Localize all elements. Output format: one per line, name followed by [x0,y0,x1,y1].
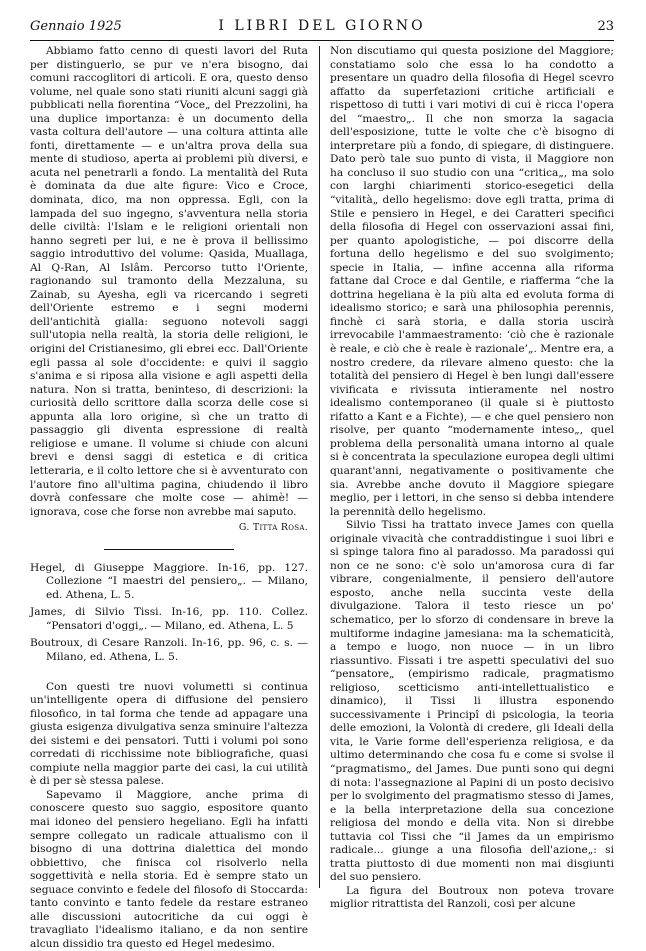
paragraph: La figura del Boutroux non poteva trovare miglior ritrattista del Ranzoli, così per alcune [330,884,614,911]
author-signature: G. Titta Rosa. [238,522,308,534]
journal-title: I LIBRI DEL GIORNO [218,18,426,34]
column-divider [319,46,320,888]
bibliographic-entry: Boutroux, di Cesare Ranzoli. In-16, pp. 96, c. s. — Milano, ed. Athena, L. 5. [30,637,308,663]
section-divider [104,549,234,550]
paragraph: Non discutiamo qui questa posizione del Maggiore; constatiamo solo che essa lo ha condotto a presentare un quadro della filosofia di Hegel scevro affatto da superfetazioni critiche artificiali e rispettoso di tutti i vari motivi di cui è ricca l'opera del “maestro„. Il che non smorza la sagacia dell'esposizione, tutte le volte che c'è bisogno di interpretare più a fondo, di spiegare, di distinguere. Dato però tale suo punto di vista, il Maggiore non ha concluso il suo studio con una “critica„, ma solo con larghi chiarimenti storico-esegetici della “vitalità„ dello hegelismo: dove egli tratta, prima di Stile e pensiero in Hegel, e dei Caratteri specifici della filosofia di Hegel con osservazioni assai fini, per quanto apologistiche, — poi discorre della fortuna dello hegelismo e del suo svolgimento; specie in Italia, — infine accenna alla riforma fattane dal Croce e dal Gentile, e riafferma “che la dottrina hegeliana è la più alta ed evoluta forma di idealismo storico; e sarà una philosophia perennis, finchè ci sarà storia, e dalla storia uscirà irrevocabile l'ammaestramento: ‘ciò che è razionale è reale, e ciò che è reale è razionale’„. Mentre era, a nostro credere, da rilevare almeno questo: che la totalità del pensiero di Hegel è ben lungi dall'essere vivificata e rivissuta intieramente nel nostro idealismo contemporaneo (il quale si è piuttosto rifatto a Kant e a Fichte), — e che quel pensiero non risolve, per quanto “modernamente inteso„, quel problema della personalità umana intorno al quale si è concentrata la speculazione europea degli ultimi quarant'anni, negativamente o positivamente che sia. Avrebbe anche dovuto il Maggiore spiegare meglio, per i lettori, in che senso si debba intendere la perennità dello hegelismo. [330,45,614,518]
paragraph: Silvio Tissi ha trattato invece James con quella originale vivacità che contraddistingue i suoi libri e si spinge talora fino al paradosso. Ma paradossi qui non ce ne sono: c'è solo un'amorosa cura di far vibrare, congenialmente, il pensiero dell'autore esposto, anche nella succinta veste della divulgazione. Talora il testo riesce un po' schematico, per lo sforzo di condensare in breve la multiforme indagine jamesiana: ma la schematicità, a tempo e luogo, non nuoce — in un libro riassuntivo. Fissati i tre aspetti speculativi del suo “pensatore„ (empirismo radicale, pragmatismo religioso, scetticismo anti-intellettualistico e dinamico), il Tissi li illustra esponendo successivamente i Principî di psicologia, la teoria delle emozioni, la Volontà di credere, gli Ideali della vita, le Varie forme dell'esperienza religiosa, e da ultimo determinando che cosa fu e come si svolse il “pragmatismo„ del James. Due punti sono qui degni di nota: l'assegnazione al Papini di un posto decisivo per lo svolgimento del pragmatismo stesso di James, e la bella interpretazione della sua concezione religiosa del mondo e della vita. Non si direbbe tuttavia col Tissi che “il James da un empirismo radicale... giunge a una filosofia dell'azione„: si tratta piuttosto di due momenti non mai disgiunti del suo pensiero. [330,519,614,884]
paragraph: Sapevamo il Maggiore, anche prima di conoscere questo suo saggio, espositore quanto mai idoneo del pensiero hegeliano. Egli ha infatti sempre collegato un radicale attualismo con il bisogno di una dottrina dialettica del mondo obbiettivo, che finisca col risolverlo nella soggettività e nella storia. Ed è sempre stato un seguace convinto e fedele del filosofo di Stoccarda: tanto convinto e tanto fedele da restare estraneo alle discussioni autocritiche da cui oggi è travagliato l'idealismo italiano, e da non sentire alcun dissidio tra questo ed Hegel medesimo. [30,788,308,950]
issue-date: Gennaio 1925 [30,19,122,34]
page-number: 23 [597,19,614,34]
header-rule [30,40,614,41]
running-header [30,16,614,36]
right-column [330,45,614,912]
bibliographic-entry: Hegel, di Giuseppe Maggiore. In-16, pp. 127. Collezione “I maestri del pensiero„. — Milano, ed. Athena, L. 5. [30,561,308,601]
paragraph: Con questi tre nuovi volumetti si continua un'intelligente opera di diffusione del pensiero filosofico, in tal forma che tende ad appagare una giusta esigenza divulgativa senza sminuire l'altezza dei sistemi e dei pensatori. Tutti i volumi poi sono corredati di ricchissime note bibliografiche, quasi compiute nella maggior parte dei casi, la cui utilità è di per sè stessa palese. [30,680,308,788]
paragraph: Abbiamo fatto cenno di questi lavori del Ruta per distinguerlo, se pur ve n'era bisogno, dai comuni raccoglitori di articoli. E ora, questo denso volume, nel quale sono stati riuniti alcuni saggi già pubblicati nella fiorentina “Voce„ del Prezzolini, ha una duplice importanza: è un documento della vasta coltura dell'autore — una coltura attinta alle fonti, direttamente — e un'altra prova della sua mente di studioso, aperta ai problemi più diversi, e acuta nel penetrarli a fondo. La mentalità del Ruta è dominata da due alte figure: Vico e Croce, dominata, dico, ma non oppressa. Egli, con la lampada del suo ingegno, s'avventura nella storia delle civiltà: l'Islam e le religioni orientali non hanno segreti per lui, e ne è prova il bellissimo saggio introduttivo del volume: Qasida, Muallaga, Al Q-Ran, Al Islâm. Percorso tutto l'Oriente, ragionando sul tramonto della Mezzaluna, su Zainab, su Ayesha, egli va ricercando i segreti dell'Oriente estremo e i segni moderni dell'antichità gialla: seguono notevoli saggi sull'utopia nella realtà, la storia delle religioni, le origini del Cristianesimo, gli ebrei ecc. Dall'Oriente egli passa al sole d'occidente: e quivi il saggio s'anima e si riposa alla visione e agli aspetti della natura. Non si tratta, beninteso, di descrizioni: la curiosità dello scrittore dalla scorza delle cose si appunta alla loro origine, sì che un tratto di passaggio gli diventa espressione di realtà religiose e umane. Il volume si chiude con alcuni brevi e densi saggi di estetica e di critica letteraria, e il colto lettore che si è avventurato con l'autore fino all'ultima pagina, chiudendo il libro dovrà confessare che molte cose — ahimè! — ignorava, cose che forse non avrebbe mai saputo. [30,45,308,518]
bibliographic-entry: James, di Silvio Tissi. In-16, pp. 110. Collez. “Pensatori d'oggi„. — Milano, ed. Athena, L. 5 [30,606,308,632]
left-column [30,45,308,951]
